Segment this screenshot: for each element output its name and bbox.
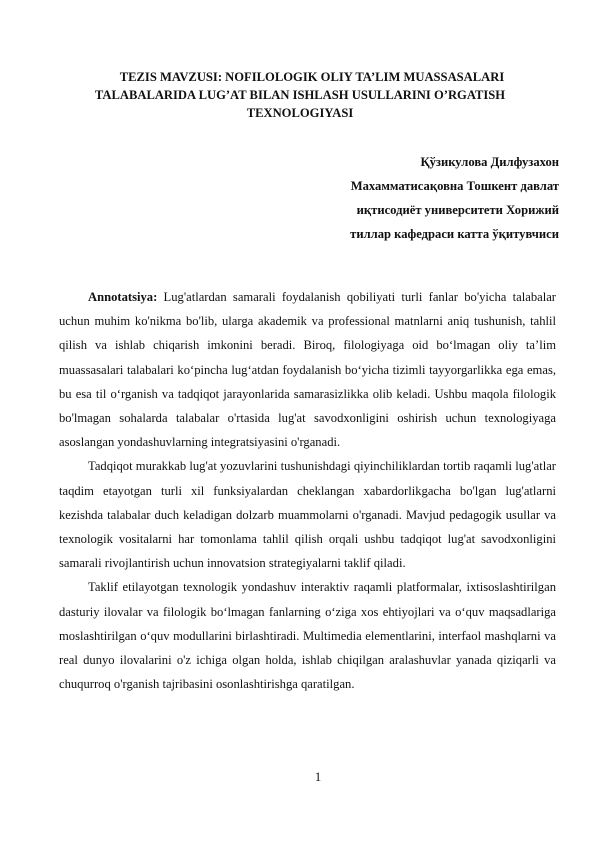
- author-line: Қўзикулова Дилфузахон: [420, 155, 559, 169]
- annotation-label: Annotatsiya:: [88, 290, 158, 304]
- paragraph: Tadqiqot murakkab lug'at yozuvlarini tushunishdagi qiyinchiliklardan tortib raqamli lug'atlar taqdim etayotgan turli xil funksiyalardan cheklangan xabardorlikgacha bo'lgan lug'atlarni kezishda talabalar duch keladigan dolzarb muammolarni o'rganadi. Mavjud pedagogik usullar va texnologik vositalarni har tomonlama tahlil qilish orqali ushbu tadqiqot lug'at savodxonligini samarali rivojlantirish uchun innovatsion strategiyalarni taklif qiladi.: [59, 459, 556, 571]
- title-line: TEXNOLOGIYASI: [246, 106, 354, 120]
- author-line: Махамматисақовна Тошкент давлат: [350, 179, 559, 193]
- paragraph-text: Lug'atlardan samarali foydalanish qobiliyati turli fanlar bo'yicha talabalar uchun muhim ko'nikma bo'lib, ularga akademik va professional matnlarni aniq tushunish, tahlil qilish va ishlab chiqarish imkonini beradi. Biroq, filologiyaga oid bo‘lmagan oliy ta’lim muassasalari talabalari ko‘pincha lug‘atdan foydalanish bo‘yicha tizimli tayyorgarlikka ega emas, bu esa til o‘rganish va tadqiqot jarayonlarida samarasizlikka olib keladi. Ushbu maqola filologik bo'lmagan sohalarda talabalar o'rtasida lug'at savodxonligini oshirish uchun texnologiyaga asoslangan yondashuvlarning integratsiyasini o'rganadi.: [59, 290, 556, 450]
- annotation-paragraph: [59, 285, 556, 454]
- paragraph: Taklif etilayotgan texnologik yondashuv interaktiv raqamli platformalar, ixtisoslashtirilgan dasturiy ilovalar va filologik bo‘lmagan fanlarning o‘ziga xos ehtiyojlari va o‘quv maqsadlariga moslashtirilgan o‘quv modullarini birlashtiradi. Multimedia elementlarini, interfaol mashqlarni va real dunyo ilovalarini o'z ichiga olgan holda, ishlab chiqilgan aralashuvlar yanada qiziqarli va chuqurroq o'rganish tajribasini osonlashtirishga qaratilgan.: [59, 580, 556, 692]
- author-block: [350, 150, 559, 246]
- body-text: [59, 285, 556, 696]
- page-number: 1: [314, 770, 322, 784]
- title-line: TALABALARIDA LUG’AT BILAN ISHLASH USULLARINI O’RGATISH: [94, 88, 506, 102]
- author-line: иқтисодиёт университети Хорижий: [356, 203, 559, 217]
- document-title: [60, 68, 540, 122]
- title-line: TEZIS MAVZUSI: NOFILOLOGIK OLIY TA’LIM MUASSASALARI: [119, 70, 505, 84]
- author-line: тиллар кафедраси катта ўқитувчиси: [350, 227, 559, 241]
